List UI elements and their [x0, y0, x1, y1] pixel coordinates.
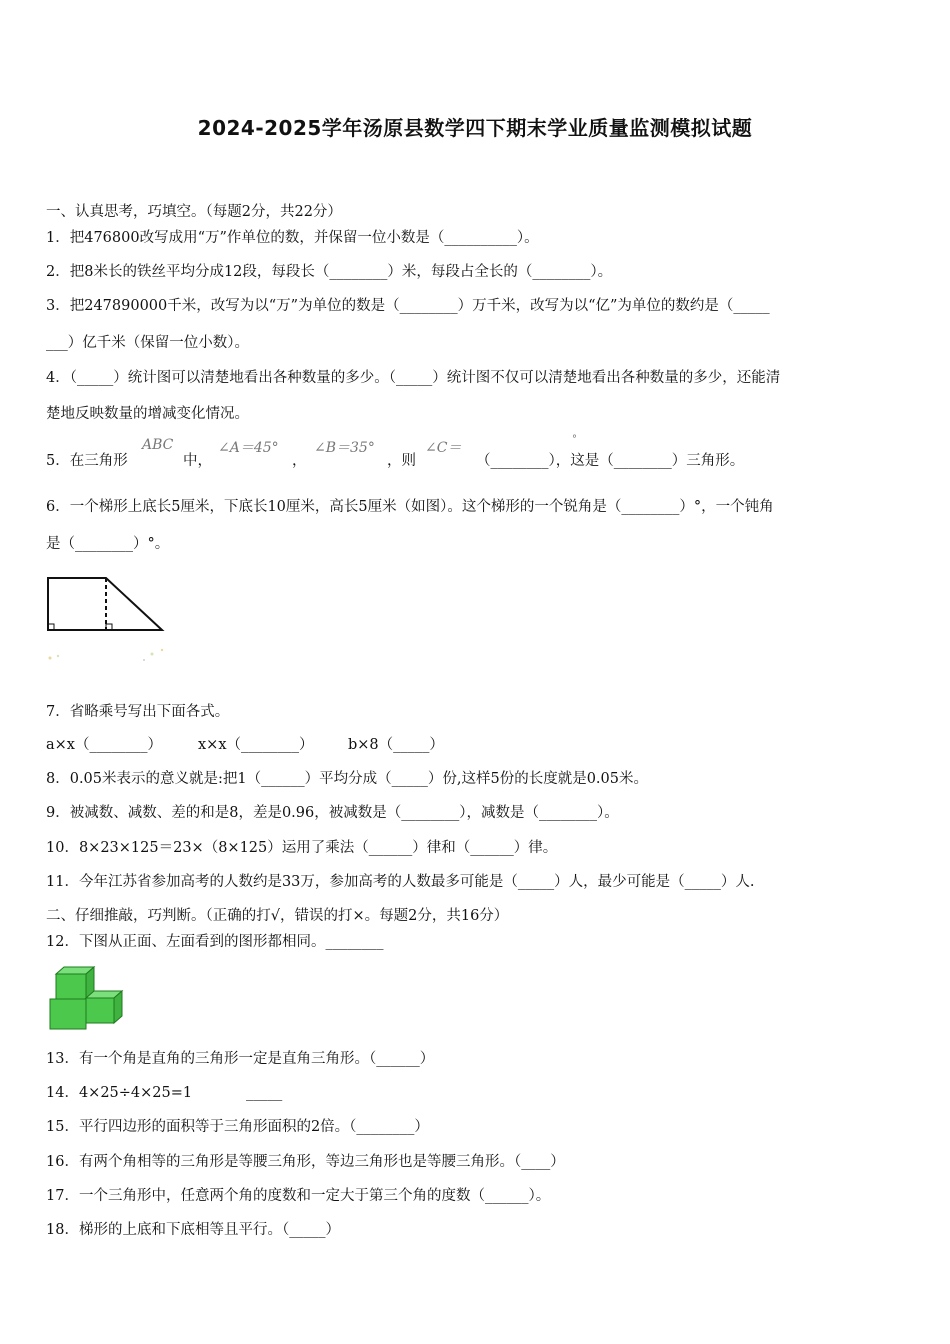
question-2: 2．把8米长的铁丝平均分成12段，每段长（________）米，每段占全长的（________）。 — [46, 264, 613, 280]
question-7: 7．省略乘号写出下面各式。 — [46, 704, 230, 720]
page-title: 2024-2025学年汤原县数学四下期末学业质量监测模拟试题 — [197, 116, 753, 140]
question-4-line-1: 4．（_____）统计图可以清楚地看出各种数量的多少。（_____）统计图不仅可以清楚地看出各种数量的多少，还能清 — [46, 370, 781, 386]
question-6-line-2: 是（________）°。 — [46, 536, 170, 552]
section-2-heading: 二、仔细推敲，巧判断。（正确的打√，错误的打×。每题2分，共16分） — [46, 908, 509, 924]
question-15: 15．平行四边形的面积等于三角形面积的2倍。（________） — [46, 1119, 429, 1135]
math-angle-b: ∠B＝35° — [314, 440, 375, 456]
trapezoid-figure — [40, 570, 180, 670]
question-18: 18．梯形的上底和下底相等且平行。（_____） — [46, 1222, 340, 1238]
question-6-line-1: 6．一个梯形上底长5厘米，下底长10厘米，高长5厘米（如图）。这个梯形的一个锐角是（________）°，一个钝角 — [46, 499, 774, 515]
question-5-prefix: 5．在三角形 — [46, 453, 128, 469]
section-1-heading: 一、认真思考，巧填空。（每题2分，共22分） — [46, 204, 342, 220]
question-14-blank: _____ — [246, 1085, 283, 1101]
question-5-suffix: （________），这是（________）三角形。 — [476, 453, 745, 469]
question-16: 16．有两个角相等的三角形是等腰三角形，等边三角形也是等腰三角形。（____） — [46, 1154, 565, 1170]
question-1: 1．把476800改写成用“万”作单位的数，并保留一位小数是（__________）。 — [46, 230, 539, 246]
math-angle-c: ∠C＝ — [425, 440, 462, 456]
question-7-item-3: b×8（_____） — [348, 737, 444, 753]
question-13: 13．有一个角是直角的三角形一定是直角三角形。（______） — [46, 1051, 435, 1067]
question-7-item-1: a×x（________） — [46, 737, 162, 753]
question-5-comma-1: ， — [292, 453, 307, 469]
question-17: 17．一个三角形中，任意两个角的度数和一定大于第三个角的度数（______）。 — [46, 1188, 551, 1204]
question-4-line-2: 楚地反映数量的增减变化情况。 — [46, 406, 249, 422]
question-3-line-1: 3．把247890000千米，改写为以“万”为单位的数是（________）万千米，改写为以“亿”为单位的数约是（_____ — [46, 298, 770, 314]
question-12: 12．下图从正面、左面看到的图形都相同。________ — [46, 934, 384, 950]
question-8: 8．0.05米表示的意义就是:把1（______）平均分成（_____）份,这样5份的长度就是0.05米。 — [46, 771, 648, 787]
question-5-comma-2: ，则 — [387, 453, 416, 469]
question-3-line-2: ___）亿千米（保留一位小数）。 — [46, 335, 249, 351]
question-10: 10．8×23×125＝23×（8×125）运用了乘法（______）律和（______）律。 — [46, 840, 558, 856]
question-14: 14．4×25÷4×25=1 — [46, 1085, 193, 1101]
math-degree: ° — [572, 434, 577, 445]
question-7-item-2: x×x（________） — [198, 737, 314, 753]
question-9: 9．被减数、减数、差的和是8，差是0.96，被减数是（________），减数是（________）。 — [46, 805, 619, 821]
math-abc: ABC — [142, 437, 174, 453]
math-angle-a: ∠A＝45° — [218, 440, 279, 456]
green-cubes-figure — [46, 964, 130, 1034]
question-11: 11．今年江苏省参加高考的人数约是33万，参加高考的人数最多可能是（_____）人，最少可能是（_____）人. — [46, 874, 755, 890]
question-5-mid: 中， — [183, 453, 212, 469]
